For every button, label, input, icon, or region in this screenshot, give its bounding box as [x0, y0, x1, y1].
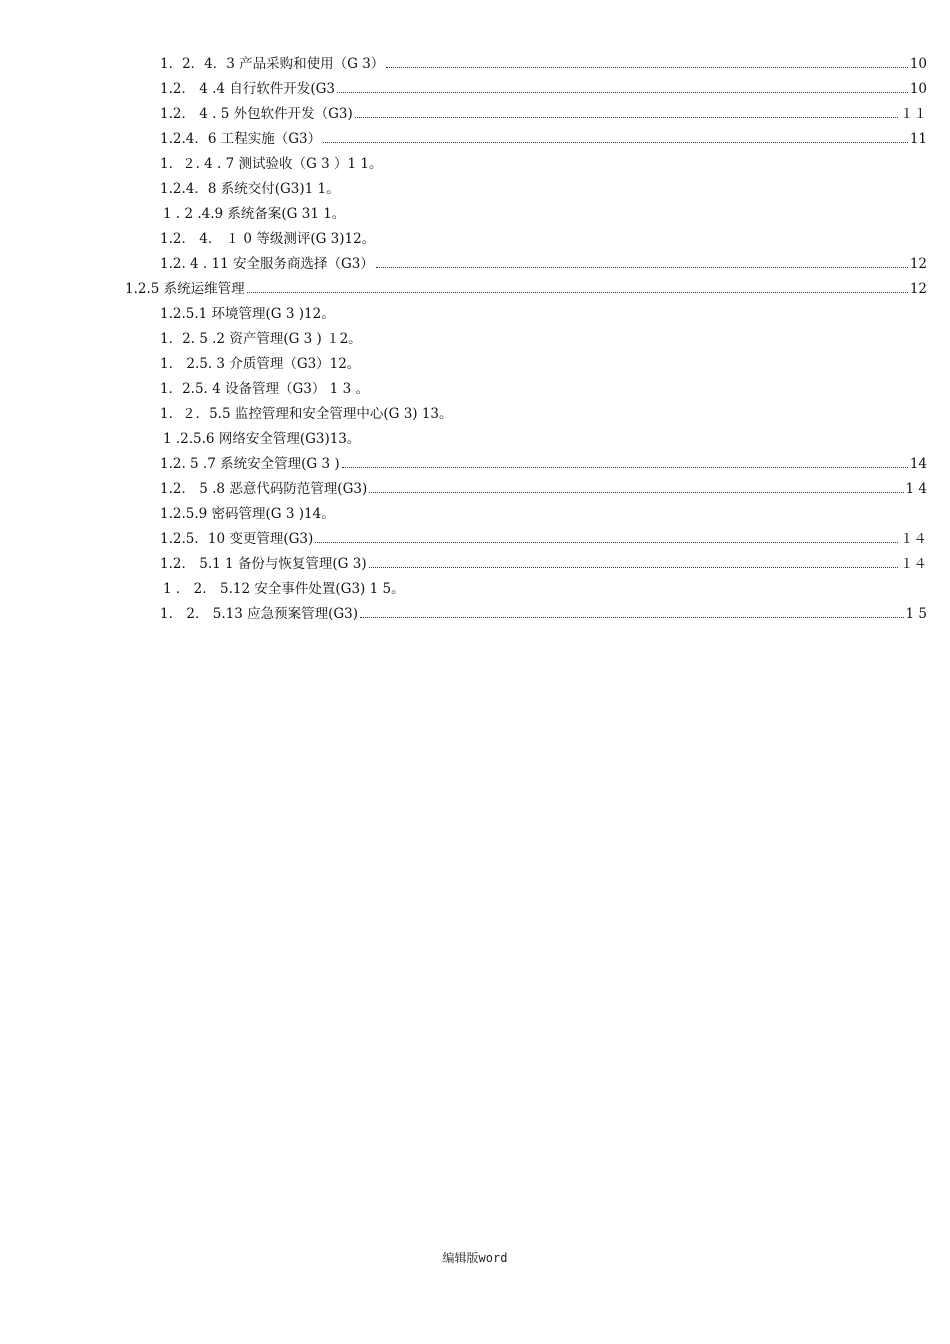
- toc-entry-1-2-4-4[interactable]: [160, 77, 927, 99]
- toc-entry-1-2-5-2[interactable]: [160, 327, 362, 349]
- page-footer: 编辑版word: [442, 1251, 508, 1265]
- toc-entry-1-2-5[interactable]: [125, 277, 927, 299]
- toc-leader-dots: [337, 92, 908, 93]
- toc-entry-title: 1．2. 5 .2 资产管理(G 3 ) １2。: [160, 331, 362, 347]
- toc-leader-dots: [323, 142, 908, 143]
- toc-entry-1-2-5-4[interactable]: [160, 377, 369, 399]
- toc-entry-title: 1.2. 4 . 11 安全服务商选择（G3）: [160, 256, 374, 272]
- toc-entry-1-2-4-7[interactable]: [160, 152, 382, 174]
- toc-entry-1-2-5-5[interactable]: [160, 402, 453, 424]
- toc-entry-1-2-5-9[interactable]: [160, 502, 335, 524]
- toc-entry-title: 1． 2． 5.13 应急预案管理(G3): [160, 606, 359, 622]
- toc-entry-page: １４: [900, 556, 927, 572]
- toc-entry-title: 1.2.4．8 系统交付(G3)1 1。: [160, 181, 340, 197]
- toc-entry-title: 1． 2.5. 3 介质管理（G3）12。: [160, 356, 361, 372]
- toc-entry-page: １４: [900, 531, 927, 547]
- toc-leader-dots: [342, 467, 908, 468]
- toc-entry-title: 1.2.5 系统运维管理: [125, 281, 245, 297]
- toc-entry-title: 1．2.5. 4 设备管理（G3） 1 3 。: [160, 381, 369, 397]
- toc-entry-page: 14: [909, 456, 927, 472]
- toc-leader-dots: [360, 617, 903, 618]
- toc-entry-1-2-5-3[interactable]: [160, 352, 360, 374]
- toc-entry-title: 1.2.5.9 密码管理(G 3 )14。: [160, 506, 335, 522]
- toc-entry-title: 1.2.5.1 环境管理(G 3 )12。: [160, 306, 335, 322]
- toc-entry-1-2-5-12[interactable]: [163, 577, 405, 599]
- toc-entry-1-2-4-10[interactable]: [160, 227, 375, 249]
- toc-entry-1-2-5-11[interactable]: [160, 552, 927, 574]
- toc-entry-1-2-4-6[interactable]: [160, 127, 927, 149]
- toc-entry-1-2-4-3[interactable]: [160, 52, 927, 74]
- toc-entry-1-2-5-1[interactable]: [160, 302, 335, 324]
- toc-entry-title: 1 ． 2． 5.12 安全事件处置(G3) 1 5。: [163, 581, 405, 597]
- toc-leader-dots: [355, 117, 898, 118]
- toc-entry-1-2-4-9[interactable]: [163, 202, 345, 224]
- toc-entry-page: １１: [900, 106, 927, 122]
- toc-entry-1-2-5-13[interactable]: [160, 602, 927, 624]
- toc-leader-dots: [315, 542, 898, 543]
- toc-entry-title: 1.2． 5.1 1 备份与恢复管理(G 3): [160, 556, 367, 572]
- toc-entry-title: 1.2.4．6 工程实施（G3）: [160, 131, 322, 147]
- toc-entry-title: 1．２．5.5 监控管理和安全管理中心(G 3) 13。: [160, 406, 453, 422]
- toc-entry-title: 1.2． 5 .8 恶意代码防范管理(G3): [160, 481, 368, 497]
- toc-entry-title: 1．2．4．3 产品采购和使用（G 3）: [160, 56, 385, 72]
- toc-entry-page: 10: [909, 81, 927, 97]
- toc-entry-1-2-4-8[interactable]: [160, 177, 340, 199]
- toc-leader-dots: [247, 292, 908, 293]
- toc-entry-page: 12: [909, 256, 927, 272]
- toc-entry-title: 1.2.5．10 变更管理(G3): [160, 531, 314, 547]
- toc-entry-title: 1.2. 5 .7 系统安全管理(G 3 ): [160, 456, 340, 472]
- toc-leader-dots: [386, 67, 908, 68]
- toc-leader-dots: [369, 492, 903, 493]
- toc-entry-1-2-5-6[interactable]: [163, 427, 360, 449]
- toc-entry-title: 1．２. 4 . 7 测试验收（G 3 ）1 1。: [160, 156, 383, 172]
- toc-entry-page: 1 5: [905, 606, 927, 622]
- toc-entry-title: 1.2． 4． １ 0 等级测评(G 3)12。: [160, 231, 376, 247]
- toc-entry-title: 1.2． 4 .4 自行软件开发(G3: [160, 81, 335, 97]
- toc-entry-page: 12: [909, 281, 927, 297]
- toc-entry-title: 1 . 2 .4.9 系统备案(G 31 1。: [163, 206, 346, 222]
- toc-entry-1-2-4-11[interactable]: [160, 252, 927, 274]
- toc-leader-dots: [376, 267, 908, 268]
- toc-entry-1-2-4-5[interactable]: [160, 102, 927, 124]
- toc-entry-page: 11: [909, 131, 927, 147]
- toc-entry-1-2-5-7[interactable]: [160, 452, 927, 474]
- toc-leader-dots: [369, 567, 898, 568]
- toc-entry-page: 1 4: [905, 481, 927, 497]
- toc-entry-1-2-5-10[interactable]: [160, 527, 927, 549]
- toc-entry-title: 1 .2.5.6 网络安全管理(G3)13。: [163, 431, 361, 447]
- toc-entry-1-2-5-8[interactable]: [160, 477, 927, 499]
- toc-entry-page: 10: [909, 56, 927, 72]
- toc-entry-title: 1.2． 4 . 5 外包软件开发（G3): [160, 106, 353, 122]
